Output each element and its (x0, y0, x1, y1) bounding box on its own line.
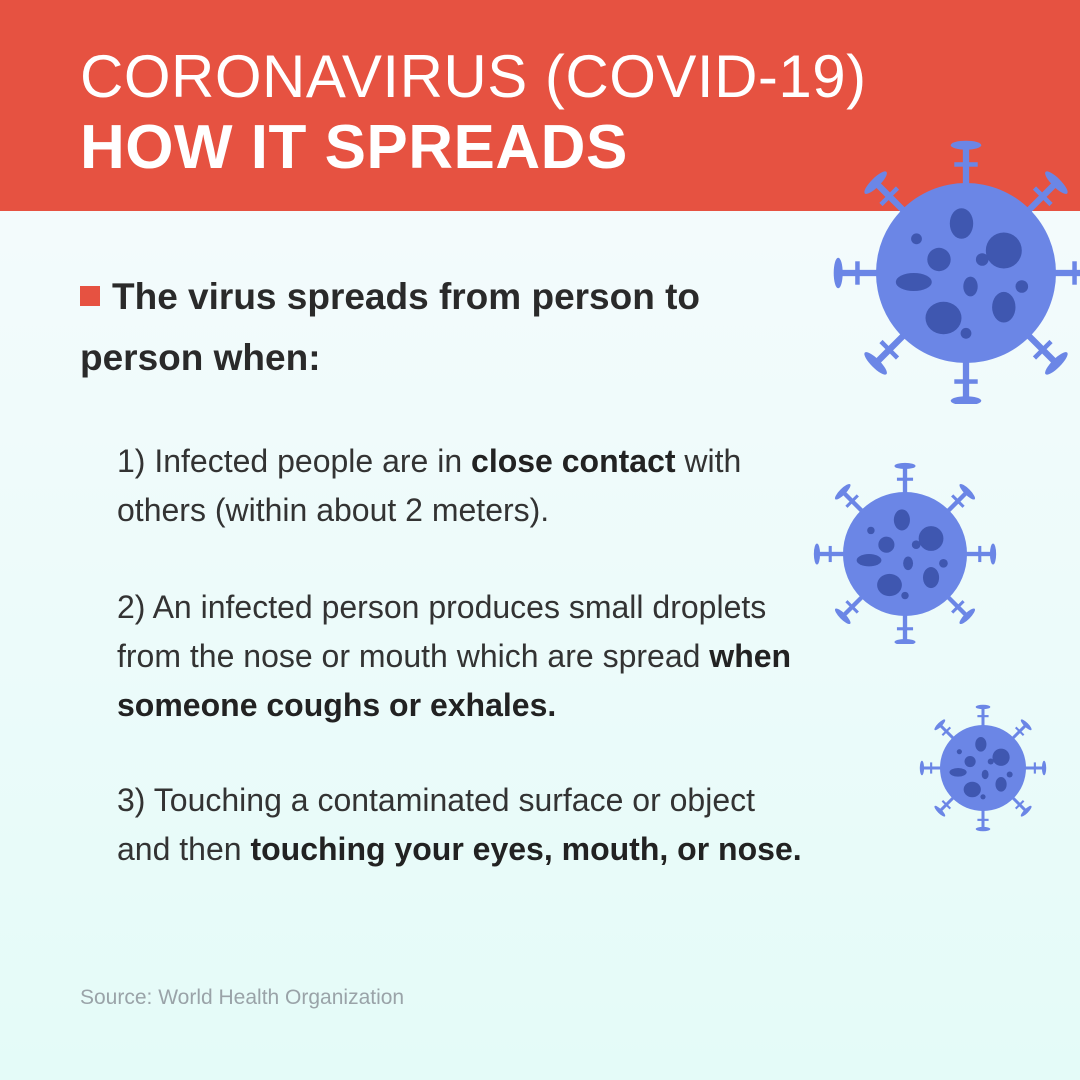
item-number: 2) (117, 589, 146, 625)
spread-item-2 (117, 583, 817, 730)
item-text: Touching a contaminated surface or object and then (117, 782, 756, 867)
item-emphasis: when someone coughs or exhales. (117, 638, 792, 723)
item-number: 1) (117, 443, 146, 479)
virus-icon-large (830, 140, 1080, 404)
virus-icon-medium (812, 462, 998, 644)
spread-item-3 (117, 776, 817, 874)
item-number: 3) (117, 782, 146, 818)
virus-icon-small (918, 703, 1048, 833)
item-text: Infected people are in (154, 443, 472, 479)
title-line-1: CORONAVIRUS (COVID-19) (80, 43, 867, 110)
item-emphasis: touching your eyes, mouth, or nose. (250, 831, 802, 867)
intro-heading (80, 266, 780, 388)
intro-text: The virus spreads from person to person when: (80, 276, 701, 378)
source-credit: Source: World Health Organization (80, 986, 405, 1009)
spread-item-1 (117, 437, 817, 535)
bullet-square-icon (80, 286, 100, 306)
item-emphasis: close contact (471, 443, 676, 479)
title-line-2: HOW IT SPREADS (80, 113, 628, 182)
item-text-end: with others (within about 2 meters). (117, 443, 742, 528)
item-text: An infected person produces small droplets from the nose or mouth which are spread (117, 589, 767, 674)
